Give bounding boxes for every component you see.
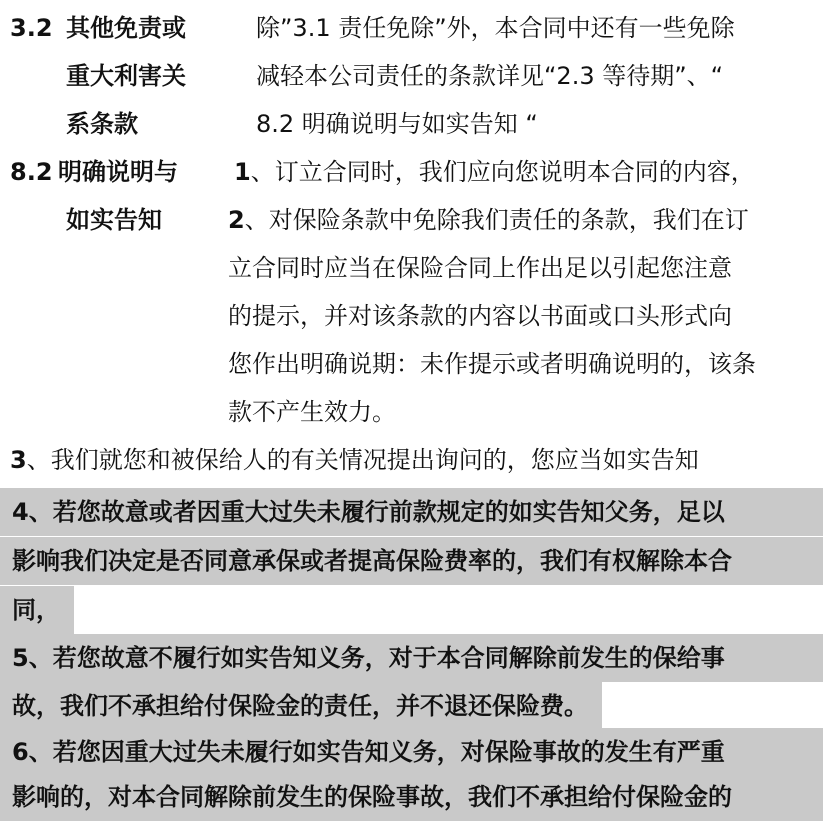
clause-item-3 [10,436,699,484]
clause-text-line: 的提示，并对该条款的内容以书面或口头形式向 [228,302,732,330]
highlighted-line: 故，我们不承担给付保险金的责任，并不退还保险费。 [0,682,602,730]
section-number: 8.2 [10,158,53,186]
highlighted-line: 同， [0,586,74,634]
highlighted-line: 4、若您故意或者因重大过失未履行前款规定的如实告知父务，足以 [0,488,823,536]
highlighted-line: 影响的，对本合同解除前发生的保险事故，我们不承担给付保险金的 [0,773,823,821]
clause-item-2 [228,196,749,244]
section-title-line: 其他免责或 [66,14,186,42]
clause-text-line: 立合同时应当在保险合同上作出足以引起您注意 [228,254,732,282]
section-title-line: 明确说明与 [58,158,178,186]
section-title-line: 系条款 [66,110,138,138]
clause-text-line: 您作出明确说期：未作提示或者明确说明的，该条 [228,350,756,378]
highlighted-line: 影响我们决定是否同意承保或者提高保险费率的，我们有权解除本合 [0,537,823,585]
clause-text-line: 款不产生效力。 [228,398,396,426]
section-title-line: 如实告知 [66,206,162,234]
highlighted-line: 5、若您故意不履行如实告知义务，对于本合同解除前发生的保给事 [0,634,823,682]
clause-text: 、对保险条款中免除我们责任的条款，我们在订 [244,206,749,234]
clause-number: 3 [10,446,27,474]
clause-number: 2 [228,206,245,234]
clause-text: 、我们就您和被保给人的有关情况提出询问的，您应当如实告知 [26,446,699,474]
clause-item-1 [234,148,755,196]
section-title-line: 重大利害关 [66,62,186,90]
section-number: 3.2 [10,14,53,42]
section-body-line: 除”3.1 责任免除”外，本合同中还有一些免除 [256,14,735,42]
clause-number: 1 [234,158,251,186]
section-body-line: 减轻本公司责任的条款详见“2.3 等待期”、“ [256,62,724,90]
section-body-line: 8.2 明确说明与如实告知 “ [256,110,538,138]
clause-text: 、订立合同时，我们应向您说明本合同的内容， [250,158,755,186]
highlighted-line: 6、若您因重大过失未履行如实告知义务，对保险事故的发生有严重 [0,728,823,776]
